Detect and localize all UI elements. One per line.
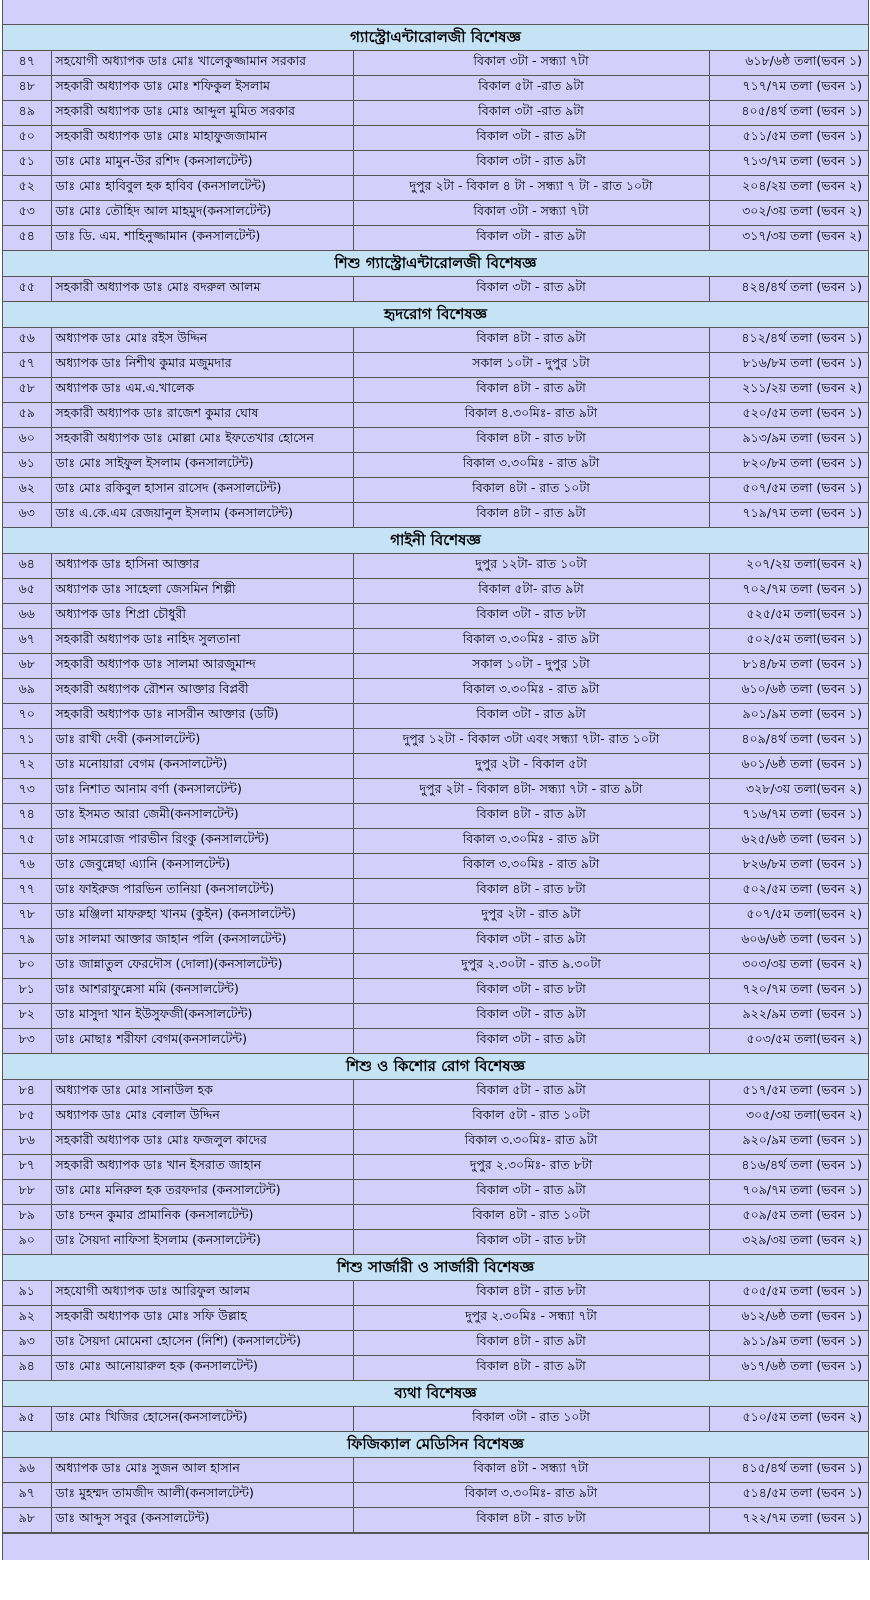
doctor-name: ডাঃ মঞ্জিলা মাফরুহা খানম (কুইন) (কনসালটেন্ট) xyxy=(51,904,353,929)
doctor-name: ডাঃ মোঃ খিজির হোসেন(কনসালটেন্ট) xyxy=(51,1407,353,1432)
serial-number: ৮২ xyxy=(3,1004,51,1029)
serial-number: ৬১ xyxy=(3,453,51,478)
table-row xyxy=(3,101,868,126)
room-location: ৫০৭/৫ম তলা (ভবন ১) xyxy=(709,478,868,503)
serial-number: ৭৯ xyxy=(3,929,51,954)
table-row xyxy=(3,1180,868,1205)
visiting-hours: বিকাল ৪টা - রাত ৮টা xyxy=(353,1281,709,1306)
doctor-name: অধ্যাপক ডাঃ মোঃ সানাউল হক xyxy=(51,1080,353,1105)
serial-number: ৫০ xyxy=(3,126,51,151)
visiting-hours: বিকাল ৩.৩০মিঃ - রাত ৯টা xyxy=(353,453,709,478)
serial-number: ৯৪ xyxy=(3,1356,51,1381)
doctor-name: সহকারী অধ্যাপক ডাঃ মোঃ সফি উল্লাহ xyxy=(51,1306,353,1331)
serial-number: ৭৭ xyxy=(3,879,51,904)
serial-number: ৮৮ xyxy=(3,1180,51,1205)
table-row xyxy=(3,1306,868,1331)
room-location: ৪২৪/৪র্থ তলা (ভবন ১) xyxy=(709,277,868,302)
serial-number: ৯১ xyxy=(3,1281,51,1306)
doctor-table xyxy=(3,1407,868,1432)
table-row xyxy=(3,679,868,704)
table-row xyxy=(3,579,868,604)
serial-number: ৯৫ xyxy=(3,1407,51,1432)
table-row xyxy=(3,176,868,201)
serial-number: ৮৭ xyxy=(3,1155,51,1180)
doctor-name: সহকারী অধ্যাপক ডাঃ নাসরীন আক্তার (ডটি) xyxy=(51,704,353,729)
serial-number: ৯৬ xyxy=(3,1458,51,1483)
visiting-hours: বিকাল ৪.৩০মিঃ- রাত ৯টা xyxy=(353,403,709,428)
visiting-hours: বিকাল ৩টা -রাত ৯টা xyxy=(353,101,709,126)
room-location: ৬১২/৬ষ্ঠ তলা (ভবন ১) xyxy=(709,1306,868,1331)
table-row xyxy=(3,1508,868,1533)
table-row xyxy=(3,51,868,76)
doctor-name: ডাঃ এ.কে.এম রেজয়ানুল ইসলাম (কনসালটেন্ট) xyxy=(51,503,353,528)
doctor-name: অধ্যাপক ডাঃ মোঃ রইস উদ্দিন xyxy=(51,328,353,353)
table-row xyxy=(3,1356,868,1381)
section-title: গাইনী বিশেষজ্ঞ xyxy=(3,528,868,554)
doctor-name: ডাঃ ইসমত আরা জেমী(কনসালটেন্ট) xyxy=(51,804,353,829)
visiting-hours: দুপুর ২টা - বিকাল ৪ টা - সন্ধ্যা ৭ টা - রাত ১০টা xyxy=(353,176,709,201)
visiting-hours: দুপুর ২.৩০টা - রাত ৯.৩০টা xyxy=(353,954,709,979)
room-location: ৭০২/৭ম তলা (ভবন ১) xyxy=(709,579,868,604)
schedule-sections xyxy=(3,25,868,1533)
room-location: ২১১/২য় তলা (ভবন ২) xyxy=(709,378,868,403)
table-row xyxy=(3,1407,868,1432)
doctor-name: সহকারী অধ্যাপক রৌশন আক্তার বিপ্লবী xyxy=(51,679,353,704)
doctor-table xyxy=(3,328,868,528)
serial-number: ৬৮ xyxy=(3,654,51,679)
specialty-section xyxy=(3,251,868,302)
table-row xyxy=(3,1331,868,1356)
doctor-table xyxy=(3,554,868,1054)
table-row xyxy=(3,854,868,879)
table-row xyxy=(3,428,868,453)
table-row xyxy=(3,554,868,579)
serial-number: ৭৬ xyxy=(3,854,51,879)
table-row xyxy=(3,879,868,904)
doctor-table xyxy=(3,277,868,302)
room-location: ৯১১/৯ম তলা (ভবন ১) xyxy=(709,1331,868,1356)
visiting-hours: বিকাল ৪টা - রাত ৮টা xyxy=(353,879,709,904)
room-location: ২০৭/২য় তলা(ভবন ২) xyxy=(709,554,868,579)
table-row xyxy=(3,126,868,151)
doctor-table xyxy=(3,1458,868,1533)
visiting-hours: বিকাল ৩টা - রাত ৮টা xyxy=(353,1230,709,1255)
table-row xyxy=(3,954,868,979)
visiting-hours: বিকাল ৩টা - রাত ৯টা xyxy=(353,1180,709,1205)
doctor-name: অধ্যাপক ডাঃ নিশীথ কুমার মজুমদার xyxy=(51,353,353,378)
serial-number: ৬০ xyxy=(3,428,51,453)
room-location: ৮১৬/৮ম তলা (ভবন ১) xyxy=(709,353,868,378)
serial-number: ৪৮ xyxy=(3,76,51,101)
visiting-hours: বিকাল ৪টা - রাত ৯টা xyxy=(353,503,709,528)
doctor-name: ডাঃ মোঃ মনিরুল হক তরফদার (কনসালটেন্ট) xyxy=(51,1180,353,1205)
serial-number: ৪৯ xyxy=(3,101,51,126)
table-row xyxy=(3,226,868,251)
doctor-name: ডাঃ মনোয়ারা বেগম (কনসালটেন্ট) xyxy=(51,754,353,779)
serial-number: ৭৮ xyxy=(3,904,51,929)
room-location: ৫০২/৫ম তলা (ভবন ২) xyxy=(709,879,868,904)
room-location: ৬১০/৬ষ্ঠ তলা (ভবন ১) xyxy=(709,679,868,704)
visiting-hours: দুপুর ২টা - বিকাল ৪টা- সন্ধ্যা ৭টা - রাত ৯টা xyxy=(353,779,709,804)
visiting-hours: দুপুর ২.৩০মিঃ- রাত ৮টা xyxy=(353,1155,709,1180)
visiting-hours: বিকাল ৫টা -রাত ৯টা xyxy=(353,76,709,101)
doctor-name: ডাঃ মোঃ মামুন-উর রশিদ (কনসালটেন্ট) xyxy=(51,151,353,176)
serial-number: ৭১ xyxy=(3,729,51,754)
table-row xyxy=(3,1080,868,1105)
serial-number: ৫৪ xyxy=(3,226,51,251)
room-location: ৫১৪/৫ম তলা (ভবন ১) xyxy=(709,1483,868,1508)
doctor-table xyxy=(3,1080,868,1255)
visiting-hours: বিকাল ৪টা - রাত ৯টা xyxy=(353,378,709,403)
visiting-hours: বিকাল ৩.৩০মিঃ - রাত ৯টা xyxy=(353,854,709,879)
serial-number: ৬৯ xyxy=(3,679,51,704)
serial-number: ৭০ xyxy=(3,704,51,729)
room-location: ৫১০/৫ম তলা (ভবন ২) xyxy=(709,1407,868,1432)
serial-number: ৬৪ xyxy=(3,554,51,579)
doctor-name: ডাঃ জান্নাতুল ফেরদৌস (দোলা)(কনসালটেন্ট) xyxy=(51,954,353,979)
room-location: ৫০৩/৫ম তলা(ভবন ২) xyxy=(709,1029,868,1054)
room-location: ৩০৩/৩য় তলা (ভবন ২) xyxy=(709,954,868,979)
room-location: ২০৪/২য় তলা (ভবন ২) xyxy=(709,176,868,201)
visiting-hours: সকাল ১০টা - দুপুর ১টা xyxy=(353,654,709,679)
serial-number: ৫৩ xyxy=(3,201,51,226)
section-title: গ্যাস্ট্রোএন্টারোলজী বিশেষজ্ঞ xyxy=(3,25,868,51)
visiting-hours: বিকাল ৩টা - রাত ৯টা xyxy=(353,1004,709,1029)
serial-number: ৫১ xyxy=(3,151,51,176)
doctor-name: অধ্যাপক ডাঃ সাহেলা জেসমিন শিল্পী xyxy=(51,579,353,604)
table-row xyxy=(3,1155,868,1180)
serial-number: ৮৪ xyxy=(3,1080,51,1105)
section-title: শিশু গ্যাস্ট্রোএন্টারোলজী বিশেষজ্ঞ xyxy=(3,251,868,277)
visiting-hours: বিকাল ৩টা - রাত ৯টা xyxy=(353,151,709,176)
section-title: শিশু ও কিশোর রোগ বিশেষজ্ঞ xyxy=(3,1054,868,1080)
room-location: ৬০৬/৬ষ্ঠ তলা (ভবন ১) xyxy=(709,929,868,954)
visiting-hours: বিকাল ৫টা- রাত ৯টা xyxy=(353,579,709,604)
doctor-name: ডাঃ রাখী দেবী (কনসালটেন্ট) xyxy=(51,729,353,754)
table-row xyxy=(3,904,868,929)
specialty-section xyxy=(3,302,868,528)
room-location: ৪১৫/৪র্থ তলা (ভবন ১) xyxy=(709,1458,868,1483)
doctor-name: ডাঃ মোঃ সাইফুল ইসলাম (কনসালটেন্ট) xyxy=(51,453,353,478)
doctor-name: ডাঃ সামরোজ পারভীন রিংকু (কনসালটেন্ট) xyxy=(51,829,353,854)
visiting-hours: দুপুর ২টা - রাত ৯টা xyxy=(353,904,709,929)
visiting-hours: বিকাল ৪টা - রাত ৮টা xyxy=(353,1508,709,1533)
room-location: ৩০৫/৩য় তলা(ভবন ২) xyxy=(709,1105,868,1130)
room-location: ৪০৫/৪র্থ তলা (ভবন ১) xyxy=(709,101,868,126)
table-row xyxy=(3,729,868,754)
room-location: ৭২২/৭ম তলা (ভবন ১) xyxy=(709,1508,868,1533)
doctor-name: সহকারী অধ্যাপক ডাঃ মোঃ মাহাফুজজামান xyxy=(51,126,353,151)
serial-number: ৯০ xyxy=(3,1230,51,1255)
doctor-name: ডাঃ মাসুদা খান ইউসুফজী(কনসালটেন্ট) xyxy=(51,1004,353,1029)
table-row xyxy=(3,503,868,528)
table-row xyxy=(3,1105,868,1130)
serial-number: ৯৮ xyxy=(3,1508,51,1533)
table-row xyxy=(3,353,868,378)
serial-number: ৮১ xyxy=(3,979,51,1004)
bottom-band xyxy=(3,1533,868,1560)
table-row xyxy=(3,1483,868,1508)
doctor-name: ডাঃ মোঃ রকিবুল হাসান রাসেদ (কনসালটেন্ট) xyxy=(51,478,353,503)
room-location: ৫০৭/৫ম তলা(ভবন ২) xyxy=(709,904,868,929)
room-location: ৭২০/৭ম তলা (ভবন ১) xyxy=(709,979,868,1004)
room-location: ৯২২/৯ম তলা (ভবন ১) xyxy=(709,1004,868,1029)
doctor-name: ডাঃ মোছাঃ শরীফা বেগম(কনসালটেন্ট) xyxy=(51,1029,353,1054)
specialty-section xyxy=(3,1432,868,1533)
table-row xyxy=(3,1281,868,1306)
serial-number: ৮০ xyxy=(3,954,51,979)
visiting-hours: বিকাল ৫টা - রাত ৯টা xyxy=(353,1080,709,1105)
serial-number: ৯৩ xyxy=(3,1331,51,1356)
doctor-name: ডাঃ আশরাফুন্নেসা মমি (কনসালটেন্ট) xyxy=(51,979,353,1004)
doctor-name: সহকারী অধ্যাপক ডাঃ সালমা আরজুমান্দ xyxy=(51,654,353,679)
doctor-name: সহযোগী অধ্যাপক ডাঃ আরিফুল আলম xyxy=(51,1281,353,1306)
doctor-name: ডাঃ জেবুন্নেছা এ্যানি (কনসালটেন্ট) xyxy=(51,854,353,879)
room-location: ৬১৮/৬ষ্ঠ তলা(ভবন ১) xyxy=(709,51,868,76)
visiting-hours: বিকাল ৩টা - সন্ধ্যা ৭টা xyxy=(353,51,709,76)
room-location: ৩২৮/৩য় তলা(ভবন ২) xyxy=(709,779,868,804)
doctor-name: ডাঃ ফাইরুজ পারভিন তানিয়া (কনসালটেন্ট) xyxy=(51,879,353,904)
doctor-name: সহকারী অধ্যাপক ডাঃ মোঃ বদরুল আলম xyxy=(51,277,353,302)
serial-number: ৫৮ xyxy=(3,378,51,403)
table-row xyxy=(3,754,868,779)
specialty-section xyxy=(3,1054,868,1255)
doctor-name: অধ্যাপক ডাঃ মোঃ সুজন আল হাসান xyxy=(51,1458,353,1483)
visiting-hours: বিকাল ৩টা - রাত ৯টা xyxy=(353,929,709,954)
serial-number: ৬২ xyxy=(3,478,51,503)
doctor-name: অধ্যাপক ডাঃ শিপ্রা চৌধুরী xyxy=(51,604,353,629)
visiting-hours: বিকাল ৩টা - রাত ৯টা xyxy=(353,704,709,729)
room-location: ৩০২/৩য় তলা (ভবন ২) xyxy=(709,201,868,226)
visiting-hours: বিকাল ৩.৩০মিঃ- রাত ৯টা xyxy=(353,1130,709,1155)
room-location: ৫২৫/৫ম তলা(ভবন ১) xyxy=(709,604,868,629)
section-title: হৃদরোগ বিশেষজ্ঞ xyxy=(3,302,868,328)
doctor-name: সহকারী অধ্যাপক ডাঃ খান ইসরাত জাহান xyxy=(51,1155,353,1180)
doctor-name: ডাঃ মুহম্মদ তামজীদ আলী(কনসালটেন্ট) xyxy=(51,1483,353,1508)
serial-number: ৫৯ xyxy=(3,403,51,428)
room-location: ৪১৬/৪র্থ তলা (ভবন ১) xyxy=(709,1155,868,1180)
room-location: ৫২০/৫ম তলা (ভবন ১) xyxy=(709,403,868,428)
doctor-name: সহকারী অধ্যাপক ডাঃ নাহিদ সুলতানা xyxy=(51,629,353,654)
serial-number: ৫৫ xyxy=(3,277,51,302)
room-location: ৪১২/৪র্থ তলা (ভবন ১) xyxy=(709,328,868,353)
room-location: ৬১৭/৬ষ্ঠ তলা (ভবন ১) xyxy=(709,1356,868,1381)
room-location: ৮২৬/৮ম তলা (ভবন ১) xyxy=(709,854,868,879)
visiting-hours: বিকাল ৪টা - রাত ৯টা xyxy=(353,328,709,353)
table-row xyxy=(3,1458,868,1483)
room-location: ৭১৯/৭ম তলা (ভবন ১) xyxy=(709,503,868,528)
table-row xyxy=(3,151,868,176)
serial-number: ৪৭ xyxy=(3,51,51,76)
visiting-hours: বিকাল ৪টা - রাত ১০টা xyxy=(353,478,709,503)
serial-number: ৭৪ xyxy=(3,804,51,829)
table-row xyxy=(3,201,868,226)
table-row xyxy=(3,76,868,101)
table-row xyxy=(3,1230,868,1255)
table-row xyxy=(3,1205,868,1230)
visiting-hours: বিকাল ৩টা - রাত ৯টা xyxy=(353,126,709,151)
table-row xyxy=(3,804,868,829)
doctor-name: ডাঃ আব্দুস সবুর (কনসালটেন্ট) xyxy=(51,1508,353,1533)
room-location: ৯০১/৯ম তলা (ভবন ১) xyxy=(709,704,868,729)
specialty-section xyxy=(3,1381,868,1432)
visiting-hours: বিকাল ৩টা - রাত ৮টা xyxy=(353,979,709,1004)
visiting-hours: বিকাল ৩টা - রাত ৮টা xyxy=(353,604,709,629)
table-row xyxy=(3,1004,868,1029)
visiting-hours: বিকাল ৪টা - রাত ১০টা xyxy=(353,1205,709,1230)
serial-number: ৬৭ xyxy=(3,629,51,654)
table-row xyxy=(3,378,868,403)
visiting-hours: বিকাল ৫টা - রাত ১০টা xyxy=(353,1105,709,1130)
visiting-hours: দুপুর ১২টা - বিকাল ৩টা এবং সন্ধ্যা ৭টা- রাত ১০টা xyxy=(353,729,709,754)
room-location: ৪০৯/৪র্থ তলা (ভবন ১) xyxy=(709,729,868,754)
table-row xyxy=(3,478,868,503)
visiting-hours: বিকাল ৩টা - রাত ৯টা xyxy=(353,277,709,302)
room-location: ৫০২/৫ম তলা(ভবন ১) xyxy=(709,629,868,654)
visiting-hours: বিকাল ৩টা - রাত ৯টা xyxy=(353,226,709,251)
serial-number: ৯৭ xyxy=(3,1483,51,1508)
visiting-hours: দুপুর ২টা - বিকাল ৫টা xyxy=(353,754,709,779)
table-row xyxy=(3,1130,868,1155)
serial-number: ৫৬ xyxy=(3,328,51,353)
doctor-name: সহযোগী অধ্যাপক ডাঃ মোঃ খালেকুজ্জামান সরকার xyxy=(51,51,353,76)
doctor-name: ডাঃ সালমা আক্তার জাহান পলি (কনসালটেন্ট) xyxy=(51,929,353,954)
doctor-schedule-sheet xyxy=(2,0,869,1560)
visiting-hours: বিকাল ৩.৩০মিঃ - রাত ৯টা xyxy=(353,679,709,704)
serial-number: ৮৫ xyxy=(3,1105,51,1130)
doctor-name: ডাঃ সৈয়দা নাফিসা ইসলাম (কনসালটেন্ট) xyxy=(51,1230,353,1255)
doctor-name: অধ্যাপক ডাঃ হাসিনা আক্তার xyxy=(51,554,353,579)
room-location: ৬০১/৬ষ্ঠ তলা (ভবন ১) xyxy=(709,754,868,779)
serial-number: ৬৩ xyxy=(3,503,51,528)
table-row xyxy=(3,704,868,729)
doctor-name: অধ্যাপক ডাঃ এম.এ.খালেক xyxy=(51,378,353,403)
serial-number: ৬৬ xyxy=(3,604,51,629)
doctor-name: ডাঃ সৈয়দা মোমেনা হোসেন (নিশি) (কনসালটেন্ট) xyxy=(51,1331,353,1356)
visiting-hours: দুপুর ১২টা- রাত ১০টা xyxy=(353,554,709,579)
serial-number: ৭২ xyxy=(3,754,51,779)
table-row xyxy=(3,629,868,654)
visiting-hours: বিকাল ৪টা - রাত ৯টা xyxy=(353,1331,709,1356)
serial-number: ৯২ xyxy=(3,1306,51,1331)
visiting-hours: বিকাল ৩টা - রাত ১০টা xyxy=(353,1407,709,1432)
top-band xyxy=(3,0,868,25)
doctor-name: সহকারী অধ্যাপক ডাঃ মোল্লা মোঃ ইফতেখার হোসেন xyxy=(51,428,353,453)
visiting-hours: দুপুর ২.৩০মিঃ - সন্ধ্যা ৭টা xyxy=(353,1306,709,1331)
visiting-hours: বিকাল ৩.৩০মিঃ - রাত ৯টা xyxy=(353,629,709,654)
specialty-section xyxy=(3,25,868,251)
table-row xyxy=(3,979,868,1004)
serial-number: ৫৭ xyxy=(3,353,51,378)
serial-number: ৮৯ xyxy=(3,1205,51,1230)
room-location: ৫১৭/৫ম তলা (ভবন ১) xyxy=(709,1080,868,1105)
specialty-section xyxy=(3,1255,868,1381)
room-location: ৩১৭/৩য় তলা (ভবন ২) xyxy=(709,226,868,251)
serial-number: ৫২ xyxy=(3,176,51,201)
table-row xyxy=(3,604,868,629)
room-location: ৮২০/৮ম তলা (ভবন ১) xyxy=(709,453,868,478)
doctor-name: সহকারী অধ্যাপক ডাঃ মোঃ আব্দুল মুমিত সরকার xyxy=(51,101,353,126)
doctor-name: ডাঃ মোঃ তৌহিদ আল মাহমুদ(কনসালটেন্ট) xyxy=(51,201,353,226)
visiting-hours: বিকাল ৪টা - রাত ৮টা xyxy=(353,428,709,453)
section-title: ফিজিক্যাল মেডিসিন বিশেষজ্ঞ xyxy=(3,1432,868,1458)
table-row xyxy=(3,654,868,679)
visiting-hours: সকাল ১০টা - দুপুর ১টা xyxy=(353,353,709,378)
table-row xyxy=(3,829,868,854)
visiting-hours: বিকাল ৩টা - সন্ধ্যা ৭টা xyxy=(353,201,709,226)
room-location: ৬২৫/৬ষ্ঠ তলা (ভবন ১) xyxy=(709,829,868,854)
serial-number: ৭৫ xyxy=(3,829,51,854)
visiting-hours: বিকাল ৩.৩০মিঃ- রাত ৯টা xyxy=(353,1483,709,1508)
doctor-name: ডাঃ ডি. এম. শাহিনুজ্জামান (কনসালটেন্ট) xyxy=(51,226,353,251)
visiting-hours: বিকাল ৩.৩০মিঃ - রাত ৯টা xyxy=(353,829,709,854)
visiting-hours: বিকাল ৪টা - রাত ৯টা xyxy=(353,1356,709,1381)
doctor-name: সহকারী অধ্যাপক ডাঃ মোঃ ফজলুল কাদের xyxy=(51,1130,353,1155)
table-row xyxy=(3,277,868,302)
doctor-name: ডাঃ চন্দন কুমার প্রামানিক (কনসালটেন্ট) xyxy=(51,1205,353,1230)
table-row xyxy=(3,453,868,478)
doctor-table xyxy=(3,51,868,251)
room-location: ৭১৭/৭ম তলা (ভবন ১) xyxy=(709,76,868,101)
table-row xyxy=(3,779,868,804)
doctor-name: অধ্যাপক ডাঃ মোঃ বেলাল উদ্দিন xyxy=(51,1105,353,1130)
doctor-name: ডাঃ মোঃ হাবিবুল হক হাবিব (কনসালটেন্ট) xyxy=(51,176,353,201)
visiting-hours: বিকাল ৩টা - রাত ৯টা xyxy=(353,1029,709,1054)
table-row xyxy=(3,1029,868,1054)
section-title: ব্যথা বিশেষজ্ঞ xyxy=(3,1381,868,1407)
serial-number: ৬৫ xyxy=(3,579,51,604)
room-location: ৭১৩/৭ম তলা (ভবন ১) xyxy=(709,151,868,176)
room-location: ৮১৪/৮ম তলা (ভবন ১) xyxy=(709,654,868,679)
doctor-name: সহকারী অধ্যাপক ডাঃ রাজেশ কুমার ঘোষ xyxy=(51,403,353,428)
serial-number: ৮৩ xyxy=(3,1029,51,1054)
visiting-hours: বিকাল ৪টা - রাত ৯টা xyxy=(353,804,709,829)
doctor-table xyxy=(3,1281,868,1381)
table-row xyxy=(3,403,868,428)
room-location: ৯২০/৯ম তলা (ভবন ১) xyxy=(709,1130,868,1155)
room-location: ৫১১/৫ম তলা (ভবন ১) xyxy=(709,126,868,151)
room-location: ৭১৬/৭ম তলা (ভবন ১) xyxy=(709,804,868,829)
room-location: ৭০৯/৭ম তলা (ভবন ১) xyxy=(709,1180,868,1205)
room-location: ৫০৫/৫ম তলা (ভবন ১) xyxy=(709,1281,868,1306)
doctor-name: ডাঃ মোঃ আনোয়ারুল হক (কনসালটেন্ট) xyxy=(51,1356,353,1381)
section-title: শিশু সার্জারী ও সার্জারী বিশেষজ্ঞ xyxy=(3,1255,868,1281)
doctor-name: সহকারী অধ্যাপক ডাঃ মোঃ শফিকুল ইসলাম xyxy=(51,76,353,101)
room-location: ৫০৯/৫ম তলা (ভবন ১) xyxy=(709,1205,868,1230)
specialty-section xyxy=(3,528,868,1054)
doctor-name: ডাঃ নিশাত আনাম বর্ণা (কনসালটেন্ট) xyxy=(51,779,353,804)
room-location: ৯১৩/৯ম তলা (ভবন ১) xyxy=(709,428,868,453)
serial-number: ৭৩ xyxy=(3,779,51,804)
table-row xyxy=(3,328,868,353)
table-row xyxy=(3,929,868,954)
room-location: ৩২৯/৩য় তলা (ভবন ২) xyxy=(709,1230,868,1255)
visiting-hours: বিকাল ৪টা - সন্ধ্যা ৭টা xyxy=(353,1458,709,1483)
serial-number: ৮৬ xyxy=(3,1130,51,1155)
